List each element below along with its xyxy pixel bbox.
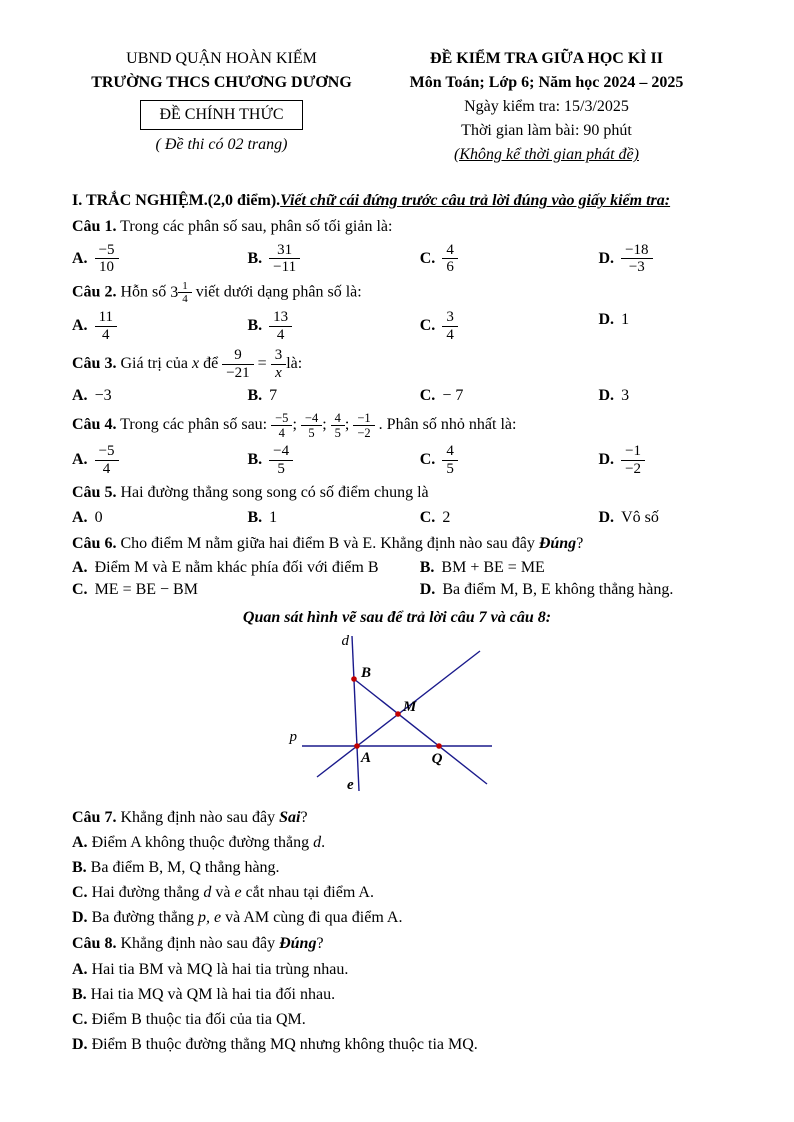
header	[72, 46, 722, 168]
option-d: D. Ba điểm M, B, E không thẳng hàng.	[420, 579, 722, 601]
option-b: B. BM + BE = ME	[420, 557, 722, 579]
org-name: UBND QUẬN HOÀN KIẾM	[126, 50, 317, 67]
option-letter: B.	[247, 386, 263, 404]
point-B	[351, 676, 357, 682]
option-b	[248, 443, 420, 478]
question-label: Câu 5.	[72, 483, 117, 501]
option-letter: D.	[598, 451, 615, 469]
fraction: $\frac{31}{-11}$	[269, 242, 300, 277]
option-letter: C.	[419, 249, 436, 267]
question-5-options	[72, 507, 722, 529]
option-a	[72, 242, 248, 277]
option-b	[248, 242, 420, 277]
section-title-bold: I. TRẮC NGHIỆM.(2,0 điểm).	[72, 192, 281, 210]
option-letter: D.	[72, 909, 88, 927]
option-letter: C.	[72, 1010, 88, 1028]
option-d	[599, 242, 723, 277]
option-letter: A.	[72, 249, 88, 267]
fraction: $\frac{3}{x}$	[271, 347, 287, 382]
line-d	[352, 636, 359, 791]
option-letter: D.	[598, 386, 615, 404]
label-M: M	[403, 699, 417, 716]
option-letter: B.	[247, 249, 263, 267]
option-letter: C.	[72, 580, 88, 598]
mixed-number: 3 $\frac{1}{4}$	[170, 284, 192, 301]
option-a: A. Điểm M và E nằm khác phía đối với điểm B	[72, 557, 420, 579]
question-1	[72, 216, 722, 238]
label-Q: Q	[431, 751, 443, 768]
label-p: p	[289, 729, 297, 746]
section-title-instruction: Viết chữ cái đứng trước câu trả lời đúng vào giấy kiểm tra:	[280, 192, 671, 210]
question-text: Trong các phân số sau, phân số tối giản là:	[120, 218, 393, 236]
section-title	[72, 190, 722, 212]
geometry-figure-svg	[247, 631, 547, 803]
option-d	[599, 443, 723, 478]
option-letter: A.	[72, 317, 88, 335]
option-c: C. − 7	[420, 385, 599, 407]
question-6-options	[72, 557, 722, 601]
question-label: Câu 4.	[72, 416, 117, 434]
option-c	[420, 242, 599, 277]
option-letter: C.	[419, 508, 436, 526]
question-label: Câu 6.	[72, 534, 117, 552]
fraction: $\frac{-1}{-2}$	[353, 411, 374, 440]
fraction: $\frac{9}{-21}$	[222, 347, 253, 382]
label-A: A	[361, 750, 372, 767]
question-4-options	[72, 443, 722, 478]
line-bmq	[354, 679, 487, 784]
option-letter: D.	[598, 310, 615, 328]
option-letter: B.	[72, 985, 87, 1003]
question-5: Câu 5. Hai đường thẳng song song có số điểm chung là	[72, 483, 429, 501]
fraction: $\frac{-5}{4}$	[95, 443, 119, 478]
fraction: $\frac{-5}{10}$	[95, 242, 119, 277]
question-8: Câu 8. Khẳng định nào sau đây Đúng?	[72, 935, 324, 953]
question-6: Câu 6. Cho điểm M nằm giữa hai điểm B và E. Khẳng định nào sau đây Đúng?	[72, 534, 584, 552]
option-letter: C.	[419, 451, 436, 469]
option-letter: D.	[598, 249, 615, 267]
exam-title: ĐỀ KIỂM TRA GIỮA HỌC KÌ II	[430, 50, 663, 67]
question-label: Câu 7.	[72, 809, 117, 827]
option-letter: D.	[72, 1035, 88, 1053]
option-a	[72, 309, 248, 344]
exam-time-note: (Không kể thời gian phát đề)	[454, 146, 639, 164]
question-7-option-a: A. Điểm A không thuộc đường thẳng d.	[72, 834, 326, 852]
question-label: Câu 8.	[72, 935, 117, 953]
question-7: Câu 7. Khẳng định nào sau đây Sai?	[72, 809, 308, 827]
option-letter: A.	[72, 960, 88, 978]
exam-subject: Môn Toán; Lớp 6; Năm học 2024 – 2025	[409, 74, 684, 92]
pages-note: ( Đề thi có 02 trang)	[155, 136, 288, 154]
question-3-options	[72, 385, 722, 407]
fraction: $\frac{-4}{5}$	[269, 443, 293, 478]
option-letter: C.	[419, 386, 436, 404]
point-Q	[436, 743, 442, 749]
variable-x: x	[191, 355, 200, 373]
option-d: D. Vô số	[599, 507, 723, 529]
label-B: B	[361, 665, 372, 682]
fraction: $\frac{4}{6}$	[442, 242, 458, 277]
question-2-options	[72, 309, 722, 344]
option-b: B. 1	[248, 507, 420, 529]
option-d: D. 3	[599, 385, 723, 407]
option-b	[248, 309, 420, 344]
fraction: $\frac{-5}{4}$	[271, 411, 292, 440]
emphasis-sai: Sai	[279, 809, 301, 827]
option-letter: C.	[419, 317, 436, 335]
fraction: $\frac{11}{4}$	[95, 309, 117, 344]
emphasis-dung: Đúng	[279, 935, 317, 953]
question-8-option-c: C. Điểm B thuộc tia đối của tia QM.	[72, 1010, 306, 1028]
question-7-option-b: B. Ba điểm B, M, Q thẳng hàng.	[72, 859, 280, 877]
question-label: Câu 2.	[72, 283, 117, 301]
fraction: $\frac{4}{5}$	[442, 443, 458, 478]
fraction: $\frac{-18}{-3}$	[621, 242, 652, 277]
option-letter: C.	[72, 884, 88, 902]
header-right	[371, 46, 722, 168]
question-7-option-c: C. Hai đường thẳng d và e cắt nhau tại điểm A.	[72, 884, 374, 902]
official-exam-box: ĐỀ CHÍNH THỨC	[140, 100, 302, 130]
fraction: $\frac{3}{4}$	[442, 309, 458, 344]
question-8-option-d: D. Điểm B thuộc đường thẳng MQ nhưng không thuộc tia MQ.	[72, 1035, 478, 1053]
option-letter: B.	[247, 317, 263, 335]
option-letter: A.	[72, 386, 88, 404]
fraction: $\frac{1}{4}$	[178, 280, 192, 306]
question-7-option-d: D. Ba đường thẳng p, e và AM cùng đi qua điểm A.	[72, 909, 403, 927]
point-M	[395, 711, 401, 717]
option-d: D. 1	[599, 309, 723, 331]
option-letter: D.	[598, 508, 615, 526]
option-b: B. 7	[248, 385, 420, 407]
option-a	[72, 443, 248, 478]
question-4: Câu 4. Trong các phân số sau: $\frac{-5}{4}$ ; $\frac{-4}{5}$ ; $\frac{4}{5}$ ; $\frac{-1}{-2}$ . Phân số nhỏ nhất là:	[72, 411, 517, 441]
question-1-options	[72, 242, 722, 277]
option-letter: B.	[419, 558, 435, 576]
geometry-figure	[72, 631, 722, 803]
question-8-option-b: B. Hai tia MQ và QM là hai tia đối nhau.	[72, 985, 336, 1003]
header-left	[72, 46, 371, 168]
option-letter: A.	[72, 508, 88, 526]
question-8-option-a: A. Hai tia BM và MQ là hai tia trùng nhau.	[72, 960, 349, 978]
figure-caption: Quan sát hình vẽ sau để trả lời câu 7 và câu 8:	[242, 609, 552, 627]
equals-sign: =	[257, 355, 267, 373]
school-name: TRƯỜNG THCS CHƯƠNG DƯƠNG	[91, 74, 352, 92]
option-c	[420, 309, 599, 344]
option-c: C. ME = BE − BM	[72, 579, 420, 601]
official-exam-box-wrap	[72, 96, 371, 132]
option-letter: A.	[72, 834, 88, 852]
label-e: e	[347, 777, 354, 794]
question-2: Câu 2. Hỗn số 3 $\frac{1}{4}$ viết dưới dạng phân số là:	[72, 280, 362, 306]
option-letter: D.	[419, 580, 436, 598]
emphasis-dung: Đúng	[538, 534, 577, 552]
option-c: C. 2	[420, 507, 599, 529]
point-A	[354, 743, 360, 749]
option-letter: B.	[247, 451, 263, 469]
fraction: $\frac{4}{5}$	[331, 411, 345, 440]
option-a: A. −3	[72, 385, 248, 407]
exam-duration: Thời gian làm bài: 90 phút	[461, 122, 632, 140]
fraction: $\frac{-4}{5}$	[301, 411, 322, 440]
option-c	[420, 443, 599, 478]
option-letter: A.	[72, 451, 88, 469]
exam-date: Ngày kiểm tra: 15/3/2025	[464, 98, 629, 116]
fraction: $\frac{-1}{-2}$	[621, 443, 645, 478]
question-label: Câu 3.	[72, 355, 117, 373]
option-a: A. 0	[72, 507, 248, 529]
option-letter: B.	[72, 859, 87, 877]
option-letter: B.	[247, 508, 263, 526]
fraction: $\frac{13}{4}$	[269, 309, 292, 344]
question-3: Câu 3. Giá trị của x để $\frac{9}{-21}$ = $\frac{3}{x}$ là:	[72, 347, 303, 382]
option-letter: A.	[72, 558, 88, 576]
question-label: Câu 1.	[72, 218, 117, 236]
label-d: d	[341, 633, 349, 650]
